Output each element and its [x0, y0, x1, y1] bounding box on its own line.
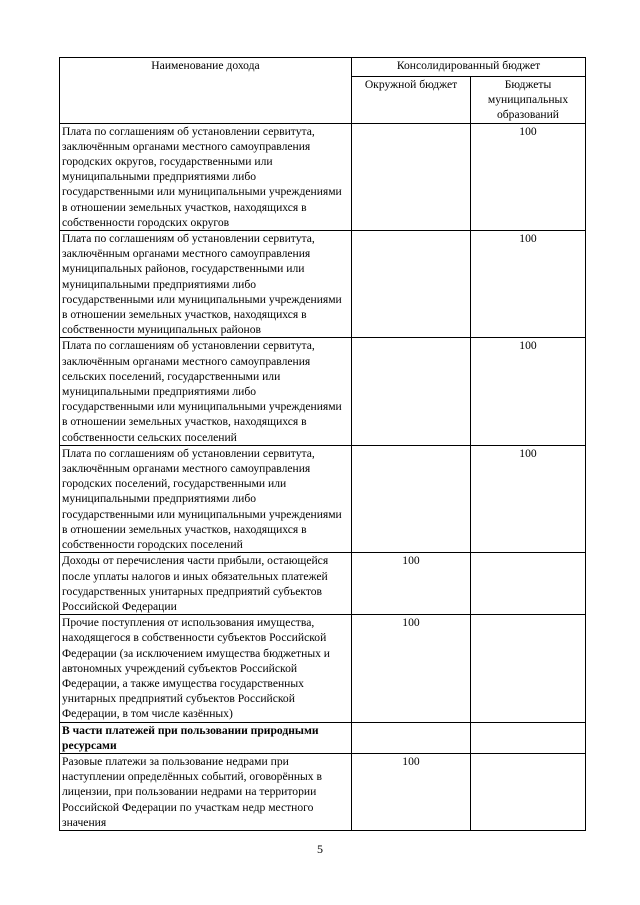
okr-share-cell — [352, 722, 471, 753]
header-okr-budget: Окружной бюджет — [352, 77, 471, 124]
revenue-distribution-table — [59, 57, 586, 831]
table-row — [60, 123, 586, 230]
okr-share-cell — [352, 123, 471, 230]
income-name-cell: Доходы от перечисления части прибыли, остающейся после уплаты налогов и иных обязательных платежей государственных унитарных предприятий субъектов Российской Федерации — [60, 553, 352, 615]
mun-share-cell — [471, 753, 586, 830]
table-row — [60, 553, 586, 615]
income-name-cell: Плата по соглашениям об установлении сервитута, заключённым органами местного самоуправления городских поселений, государственными или муниципальными предприятиями либо государственными или муниципальными учреждениями в отношении земельных участков, находящихся в собственности городских поселений — [60, 445, 352, 552]
header-mun-budgets: Бюджеты муниципальных образований — [471, 77, 586, 124]
mun-share-cell: 100 — [471, 231, 586, 338]
okr-share-cell: 100 — [352, 553, 471, 615]
income-name-cell: Плата по соглашениям об установлении сервитута, заключённым органами местного самоуправления городских округов, государственными или муниципальными предприятиями либо государственными или муниципальными учреждениями в отношении земельных участков, находящихся в собственности городских округов — [60, 123, 352, 230]
table-header-row-top — [60, 58, 586, 77]
mun-share-cell — [471, 615, 586, 722]
section-title-cell: В части платежей при пользовании природными ресурсами — [60, 722, 352, 753]
okr-share-cell — [352, 445, 471, 552]
income-name-cell: Плата по соглашениям об установлении сервитута, заключённым органами местного самоуправления сельских поселений, государственными или муниципальными предприятиями либо государственными или муниципальными учреждениями в отношении земельных участков, находящихся в собственности сельских поселений — [60, 338, 352, 445]
okr-share-cell: 100 — [352, 615, 471, 722]
income-name-cell: Прочие поступления от использования имущества, находящегося в собственности субъектов Российской Федерации (за исключением имущества бюджетных и автономных учреждений субъектов Российской Федерации, а также имущества государственных унитарных предприятий субъектов Российской Федерации, в том числе казённых) — [60, 615, 352, 722]
income-name-cell: Плата по соглашениям об установлении сервитута, заключённым органами местного самоуправления муниципальных районов, государственными или муниципальными предприятиями либо государственными или муниципальными учреждениями в отношении земельных участков, находящихся в собственности муниципальных районов — [60, 231, 352, 338]
mun-share-cell: 100 — [471, 445, 586, 552]
okr-share-cell: 100 — [352, 753, 471, 830]
okr-share-cell — [352, 338, 471, 445]
table-row — [60, 445, 586, 552]
mun-share-cell — [471, 722, 586, 753]
header-consolidated-budget: Консолидированный бюджет — [352, 58, 586, 77]
mun-share-cell: 100 — [471, 338, 586, 445]
table-row — [60, 338, 586, 445]
okr-share-cell — [352, 231, 471, 338]
header-income-name: Наименование дохода — [60, 58, 352, 124]
page-number: 5 — [317, 842, 323, 856]
section-header-row — [60, 722, 586, 753]
income-name-cell: Разовые платежи за пользование недрами при наступлении определённых событий, оговорённых в лицензии, при пользовании недрами на территории Российской Федерации по участкам недр местного значения — [60, 753, 352, 830]
table-row — [60, 753, 586, 830]
table-row — [60, 615, 586, 722]
mun-share-cell — [471, 553, 586, 615]
mun-share-cell: 100 — [471, 123, 586, 230]
table-row — [60, 231, 586, 338]
